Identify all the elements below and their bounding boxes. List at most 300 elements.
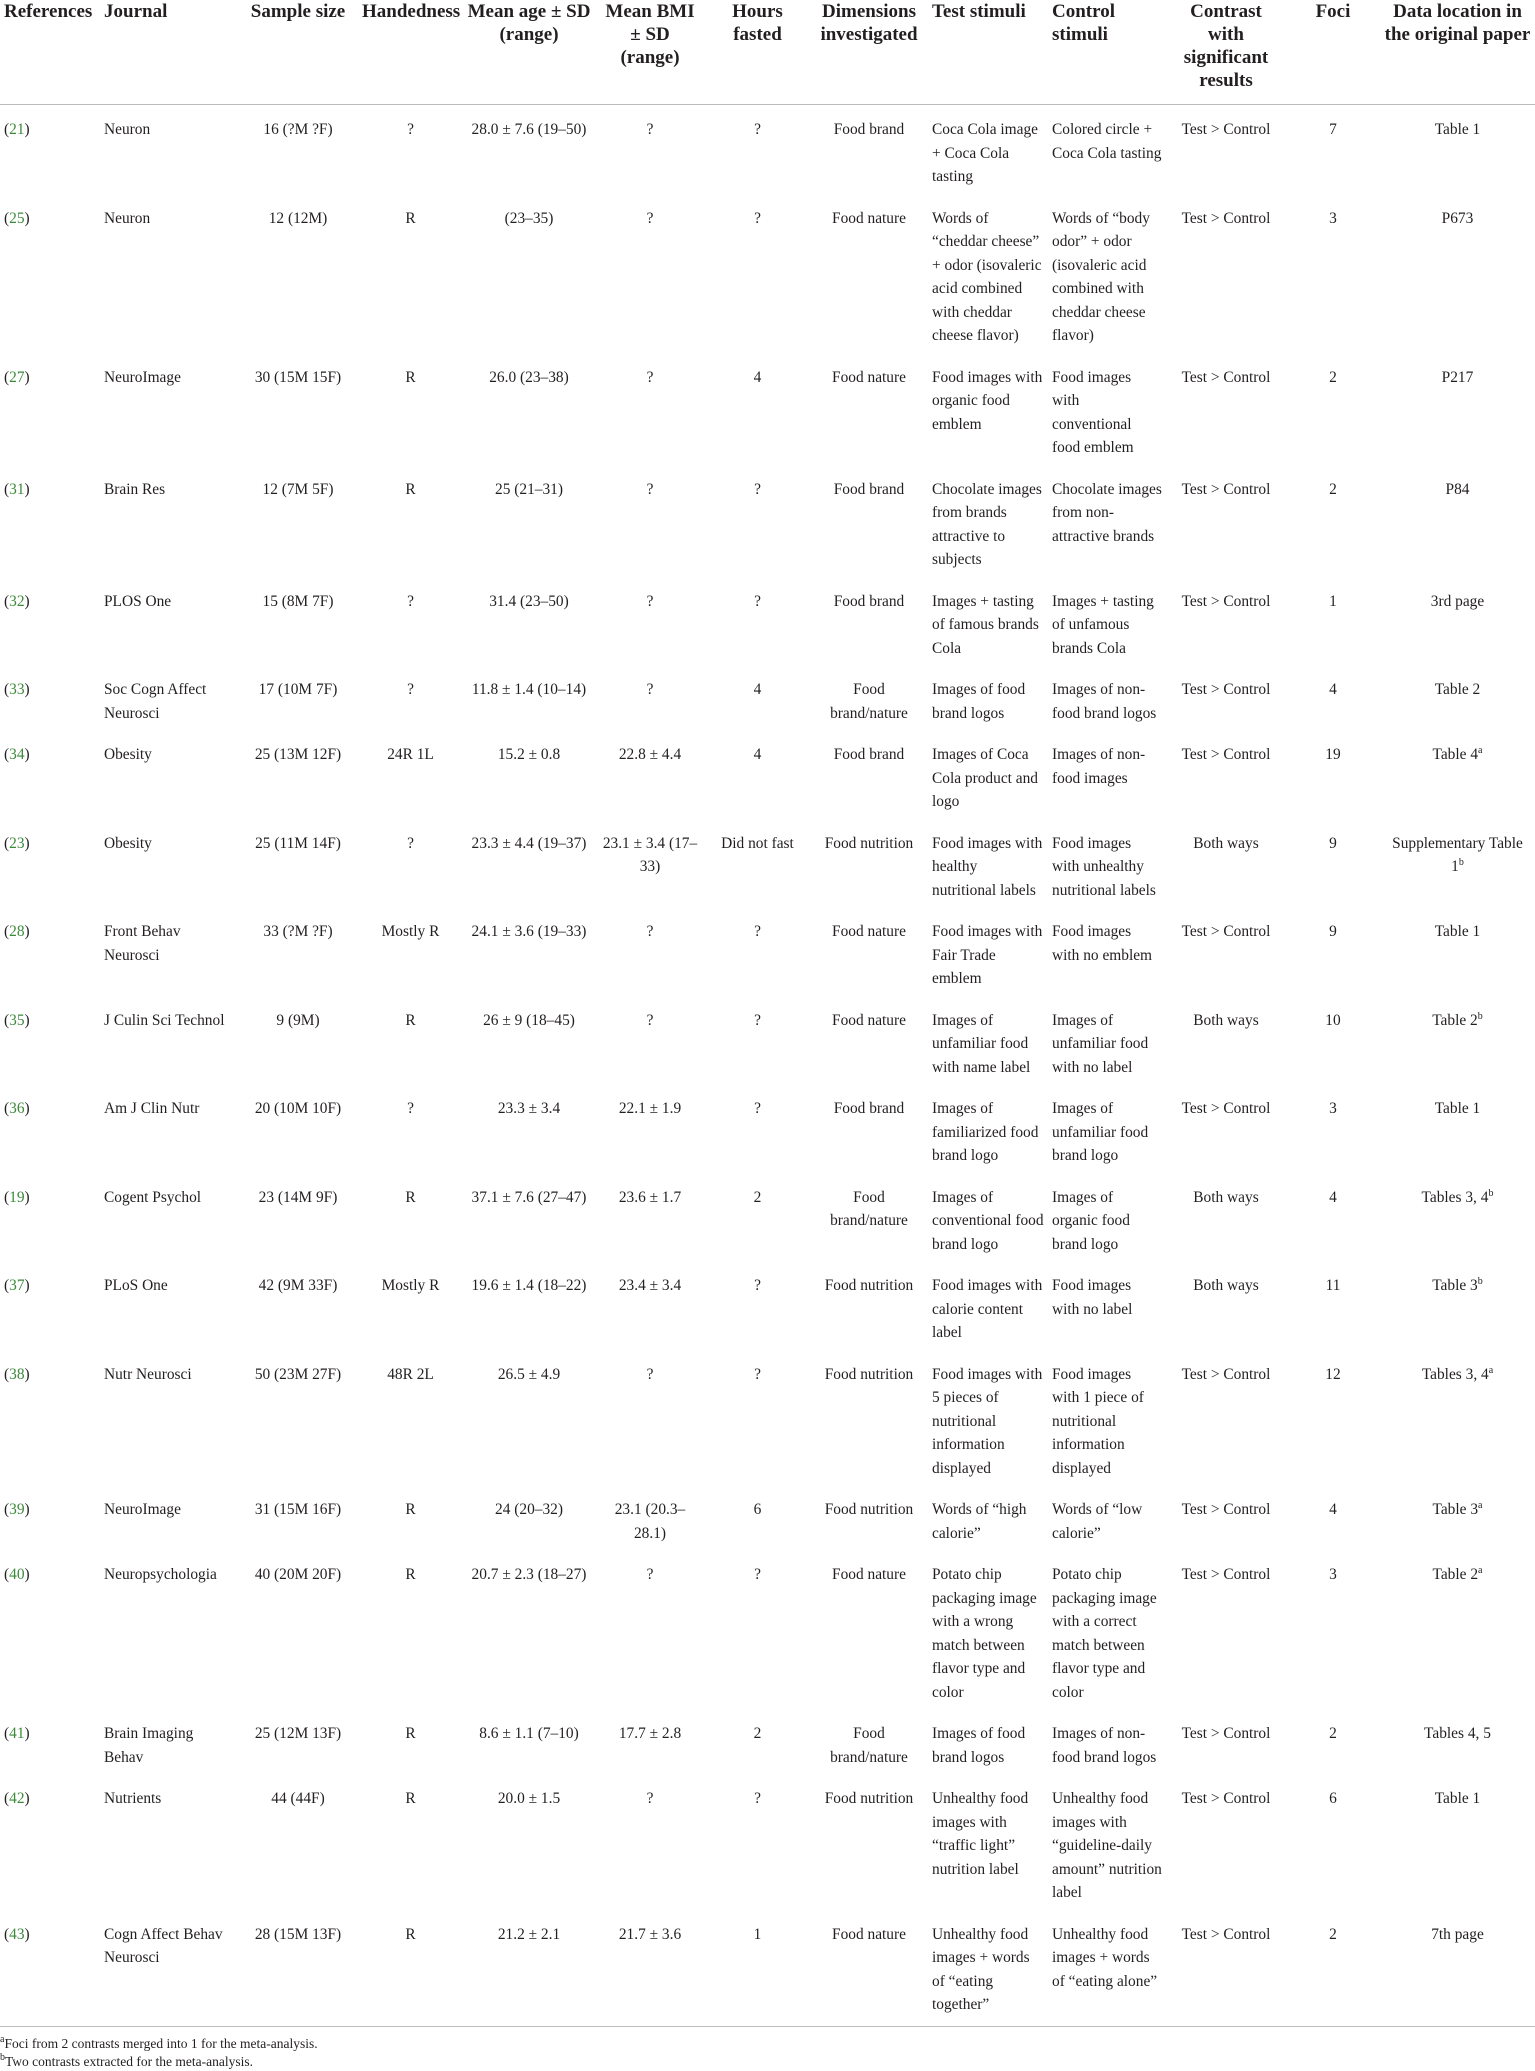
data-location-cell <box>1380 1350 1535 1486</box>
sample-size-cell-text: 23 (14M 9F) <box>258 1188 338 1206</box>
journal-cell <box>100 1350 238 1486</box>
foci-cell <box>1286 1261 1380 1350</box>
data-location-cell-text: 3rd page <box>1430 592 1485 610</box>
mean-age-cell <box>463 730 595 819</box>
column-header: References <box>0 0 100 105</box>
hours-fasted-cell <box>705 665 810 730</box>
handedness-cell <box>358 105 463 194</box>
foci-cell-text: 4 <box>1329 681 1337 698</box>
dimensions-cell-text: Food brand <box>833 121 905 138</box>
hours-fasted-cell-text: 1 <box>753 1925 762 1943</box>
handedness-cell <box>358 1261 463 1350</box>
handedness-cell <box>358 1709 463 1774</box>
data-location-cell <box>1380 1485 1535 1550</box>
footnote-mark: b <box>1488 1187 1494 1199</box>
foci-cell-text: 9 <box>1329 923 1337 940</box>
data-location-cell-text: P84 <box>1445 480 1470 498</box>
handedness-cell-text: R <box>405 1925 416 1943</box>
hours-fasted-cell-text: 4 <box>753 746 762 763</box>
control-stimuli-cell <box>1048 1084 1166 1173</box>
mean-age-cell <box>463 819 595 908</box>
dimensions-cell <box>810 665 928 730</box>
table-row <box>0 1084 1535 1173</box>
journal-cell <box>100 996 238 1085</box>
reference-cell: (38) <box>4 1365 30 1383</box>
journal-cell <box>100 465 238 577</box>
data-location-cell-text: Table 2 <box>1434 681 1481 698</box>
column-header: Test stimuli <box>928 0 1048 105</box>
test-stimuli-cell <box>928 105 1048 194</box>
dimensions-cell-text: Food brand/nature <box>830 1725 908 1766</box>
data-location-cell <box>1380 665 1535 730</box>
test-stimuli-cell-text: Chocolate images from brands attractive to subjects <box>932 480 1042 568</box>
foci-cell <box>1286 1910 1380 2027</box>
contrast-cell-text: Both ways <box>1193 1277 1259 1294</box>
mean-age-cell <box>463 1485 595 1550</box>
foci-cell-text: 11 <box>1325 1277 1341 1294</box>
reference-link[interactable]: 19 <box>9 1188 25 1206</box>
sample-size-cell-text: 40 (20M 20F) <box>254 1566 342 1583</box>
dimensions-cell <box>810 996 928 1085</box>
mean-bmi-cell-text: ? <box>646 1566 654 1583</box>
contrast-cell <box>1166 1084 1286 1173</box>
reference-link[interactable]: 27 <box>9 368 25 386</box>
column-header: Mean BMI ± SD (range) <box>595 0 705 105</box>
dimensions-cell <box>810 194 928 353</box>
reference-cell: (32) <box>4 592 30 610</box>
journal-cell-text: J Culin Sci Technol <box>104 1011 225 1029</box>
sample-size-cell-text: 42 (9M 33F) <box>258 1277 338 1294</box>
dimensions-cell-text: Food nutrition <box>824 1790 914 1807</box>
handedness-cell-text: R <box>405 480 416 498</box>
contrast-cell-text: Both ways <box>1193 1011 1259 1029</box>
contrast-cell <box>1166 996 1286 1085</box>
contrast-cell <box>1166 1350 1286 1486</box>
control-stimuli-cell-text: Colored circle + Coca Cola tasting <box>1052 121 1162 162</box>
control-stimuli-cell <box>1048 996 1166 1085</box>
dimensions-cell <box>810 577 928 666</box>
journal-cell-text: Brain Imaging Behav <box>104 1725 194 1766</box>
hours-fasted-cell-text: 2 <box>753 1188 762 1206</box>
table-row <box>0 465 1535 577</box>
contrast-cell <box>1166 353 1286 465</box>
control-stimuli-cell-text: Images of unfamiliar food with no label <box>1052 1011 1149 1076</box>
control-stimuli-cell <box>1048 1910 1166 2027</box>
contrast-cell-text: Test > Control <box>1181 368 1271 386</box>
mean-age-cell <box>463 577 595 666</box>
hours-fasted-cell <box>705 1550 810 1709</box>
hours-fasted-cell-text: ? <box>754 1365 761 1383</box>
mean-bmi-cell-text: ? <box>646 681 654 698</box>
hours-fasted-cell <box>705 1084 810 1173</box>
reference-cell: (27) <box>4 368 30 386</box>
journal-cell-text: Cogn Affect Behav Neurosci <box>104 1925 223 1966</box>
test-stimuli-cell-text: Food images with healthy nutritional labels <box>932 834 1043 899</box>
sample-size-cell <box>238 1550 358 1709</box>
data-location-cell-text: Table 1 <box>1434 1100 1481 1117</box>
hours-fasted-cell <box>705 1910 810 2027</box>
journal-cell-text: Nutrients <box>104 1790 162 1807</box>
handedness-cell-text: ? <box>407 1100 414 1117</box>
mean-bmi-cell-text: ? <box>646 1011 654 1029</box>
handedness-cell-text: R <box>405 1501 416 1518</box>
handedness-cell-text: R <box>405 1188 416 1206</box>
footnote-mark: b <box>0 2051 5 2063</box>
data-location-cell <box>1380 194 1535 353</box>
contrast-cell <box>1166 1774 1286 1910</box>
control-stimuli-cell-text: Chocolate images from non-attractive brands <box>1052 480 1162 545</box>
footnote-mark: b <box>1477 1010 1483 1022</box>
data-location-cell <box>1380 730 1535 819</box>
contrast-cell-text: Both ways <box>1193 1188 1259 1206</box>
foci-cell <box>1286 1084 1380 1173</box>
sample-size-cell <box>238 1774 358 1910</box>
reference-link[interactable]: 38 <box>9 1365 25 1383</box>
mean-bmi-cell-text: 22.8 ± 4.4 <box>618 746 682 763</box>
column-header: Mean age ± SD (range) <box>463 0 595 105</box>
control-stimuli-cell <box>1048 1485 1166 1550</box>
data-location-cell <box>1380 819 1535 908</box>
mean-age-cell <box>463 1350 595 1486</box>
reference-link[interactable]: 31 <box>9 480 25 498</box>
control-stimuli-cell-text: Food images with no emblem <box>1052 923 1153 964</box>
journal-cell-text: Neuron <box>104 209 151 227</box>
sample-size-cell-text: 30 (15M 15F) <box>254 368 342 386</box>
mean-bmi-cell-text: ? <box>646 1790 654 1807</box>
footnote-b <box>0 2053 1535 2071</box>
dimensions-cell <box>810 1350 928 1486</box>
control-stimuli-cell <box>1048 1173 1166 1262</box>
journal-cell-text: NeuroImage <box>104 368 181 386</box>
reference-link[interactable]: 35 <box>9 1011 25 1029</box>
handedness-cell <box>358 1350 463 1486</box>
dimensions-cell <box>810 1485 928 1550</box>
test-stimuli-cell <box>928 665 1048 730</box>
data-location-cell-text: Table 3 <box>1432 1277 1478 1294</box>
dimensions-cell-text: Food nutrition <box>824 1365 914 1383</box>
mean-age-cell-text: 23.3 ± 4.4 (19–37) <box>471 834 587 852</box>
hours-fasted-cell <box>705 353 810 465</box>
control-stimuli-cell-text: Words of “body odor” + odor (isovaleric acid combined with cheddar cheese flavor) <box>1052 209 1150 344</box>
table-row <box>0 819 1535 908</box>
foci-cell <box>1286 1550 1380 1709</box>
data-location-cell <box>1380 907 1535 996</box>
handedness-cell <box>358 730 463 819</box>
sample-size-cell-text: 16 (?M ?F) <box>263 121 333 138</box>
handedness-cell <box>358 577 463 666</box>
journal-cell <box>100 1485 238 1550</box>
handedness-cell <box>358 1485 463 1550</box>
data-location-cell <box>1380 465 1535 577</box>
reference-link[interactable]: 43 <box>9 1925 25 1943</box>
mean-bmi-cell <box>595 194 705 353</box>
foci-cell <box>1286 1709 1380 1774</box>
test-stimuli-cell <box>928 1910 1048 2027</box>
reference-cell: (39) <box>4 1501 30 1518</box>
test-stimuli-cell <box>928 1084 1048 1173</box>
journal-cell-text: Soc Cogn Affect Neurosci <box>104 681 207 722</box>
mean-bmi-cell <box>595 1084 705 1173</box>
foci-cell <box>1286 1350 1380 1486</box>
dimensions-cell-text: Food brand/nature <box>830 1188 908 1229</box>
contrast-cell-text: Test > Control <box>1181 681 1271 698</box>
reference-link[interactable]: 40 <box>9 1566 25 1583</box>
journal-cell <box>100 819 238 908</box>
journal-cell <box>100 665 238 730</box>
test-stimuli-cell-text: Images of food brand logos <box>932 681 1026 722</box>
sample-size-cell-text: 15 (8M 7F) <box>262 592 334 610</box>
sample-size-cell <box>238 819 358 908</box>
contrast-cell <box>1166 907 1286 996</box>
journal-cell-text: Neuron <box>104 121 151 138</box>
dimensions-cell <box>810 465 928 577</box>
dimensions-cell-text: Food brand/nature <box>830 681 908 722</box>
dimensions-cell <box>810 1709 928 1774</box>
test-stimuli-cell <box>928 1350 1048 1486</box>
reference-cell: (33) <box>4 681 30 698</box>
sample-size-cell-text: 17 (10M 7F) <box>258 681 338 698</box>
contrast-cell <box>1166 1261 1286 1350</box>
table-row <box>0 1774 1535 1910</box>
contrast-cell-text: Test > Control <box>1181 592 1271 610</box>
handedness-cell-text: ? <box>407 592 414 610</box>
handedness-cell-text: R <box>405 1566 416 1583</box>
sample-size-cell <box>238 1084 358 1173</box>
hours-fasted-cell <box>705 1261 810 1350</box>
table-row <box>0 1173 1535 1262</box>
mean-bmi-cell-text: ? <box>646 1365 654 1383</box>
column-header: Handedness <box>358 0 463 105</box>
mean-age-cell <box>463 465 595 577</box>
contrast-cell-text: Test > Control <box>1181 1566 1271 1583</box>
reference-link[interactable]: 36 <box>9 1100 25 1117</box>
mean-age-cell <box>463 1261 595 1350</box>
test-stimuli-cell-text: Images of food brand logos <box>932 1725 1026 1766</box>
hours-fasted-cell-text: ? <box>754 121 761 138</box>
mean-age-cell-text: 19.6 ± 1.4 (18–22) <box>471 1277 587 1294</box>
reference-link[interactable]: 37 <box>9 1277 25 1294</box>
data-location-cell-text: Table 3 <box>1432 1501 1479 1518</box>
mean-bmi-cell <box>595 819 705 908</box>
hours-fasted-cell-text: ? <box>754 592 761 610</box>
mean-bmi-cell-text: 23.4 ± 3.4 <box>618 1277 682 1294</box>
mean-age-cell-text: 26.5 ± 4.9 <box>497 1365 561 1383</box>
reference-cell: (42) <box>4 1790 30 1807</box>
mean-age-cell <box>463 1550 595 1709</box>
mean-age-cell-text: 11.8 ± 1.4 (10–14) <box>471 681 587 698</box>
handedness-cell <box>358 1173 463 1262</box>
dimensions-cell-text: Food brand <box>833 480 905 498</box>
hours-fasted-cell-text: 2 <box>753 1725 762 1742</box>
foci-cell <box>1286 996 1380 1085</box>
hours-fasted-cell <box>705 907 810 996</box>
data-location-cell <box>1380 1709 1535 1774</box>
data-location-cell-text: P673 <box>1441 209 1474 227</box>
mean-bmi-cell <box>595 907 705 996</box>
test-stimuli-cell <box>928 1485 1048 1550</box>
mean-age-cell <box>463 907 595 996</box>
sample-size-cell <box>238 1173 358 1262</box>
handedness-cell-text: R <box>405 368 416 386</box>
test-stimuli-cell-text: Images of unfamiliar food with name label <box>932 1011 1031 1076</box>
control-stimuli-cell <box>1048 730 1166 819</box>
reference-link[interactable]: 39 <box>9 1501 25 1518</box>
mean-age-cell <box>463 1173 595 1262</box>
dimensions-cell-text: Food nature <box>832 368 906 386</box>
handedness-cell-text: 48R 2L <box>387 1365 434 1383</box>
mean-age-cell-text: 25 (21–31) <box>495 480 563 498</box>
sample-size-cell-text: 25 (12M 13F) <box>254 1725 342 1742</box>
reference-cell: (28) <box>4 923 30 940</box>
control-stimuli-cell-text: Images + tasting of unfamous brands Cola <box>1052 592 1154 657</box>
data-location-cell-text: Tables 4, 5 <box>1424 1725 1491 1742</box>
journal-cell-text: Brain Res <box>104 480 166 498</box>
handedness-cell <box>358 996 463 1085</box>
reference-link[interactable]: 21 <box>9 121 25 138</box>
handedness-cell <box>358 353 463 465</box>
mean-age-cell-text: 23.3 ± 3.4 <box>497 1100 561 1117</box>
test-stimuli-cell-text: Food images with 5 pieces of nutritional information displayed <box>932 1365 1043 1477</box>
foci-cell-text: 2 <box>1329 1925 1337 1943</box>
data-location-cell-text: 7th page <box>1431 1925 1484 1943</box>
sample-size-cell-text: 12 (7M 5F) <box>262 480 334 498</box>
footnote-mark: a <box>1478 1500 1483 1511</box>
reference-cell: (36) <box>4 1100 30 1117</box>
test-stimuli-cell <box>928 907 1048 996</box>
mean-age-cell-text: 24 (20–32) <box>495 1501 563 1518</box>
data-location-cell <box>1380 1084 1535 1173</box>
dimensions-cell-text: Food brand <box>833 1100 905 1117</box>
reference-cell: (31) <box>4 480 30 498</box>
journal-cell <box>100 105 238 194</box>
control-stimuli-cell-text: Food images with unhealthy nutritional labels <box>1052 834 1156 899</box>
reference-link[interactable]: 33 <box>9 681 25 698</box>
footnote-text: Foci from 2 contrasts merged into 1 for the meta-analysis. <box>4 2035 318 2051</box>
hours-fasted-cell <box>705 1173 810 1262</box>
mean-bmi-cell <box>595 1550 705 1709</box>
mean-bmi-cell-text: ? <box>646 368 654 386</box>
hours-fasted-cell <box>705 577 810 666</box>
mean-bmi-cell <box>595 1485 705 1550</box>
mean-age-cell-text: 20.0 ± 1.5 <box>497 1790 561 1807</box>
journal-cell <box>100 1709 238 1774</box>
table-row <box>0 1350 1535 1486</box>
journal-cell-text: Cogent Psychol <box>104 1188 202 1206</box>
mean-age-cell-text: 26 ± 9 (18–45) <box>483 1011 575 1029</box>
dimensions-cell <box>810 1774 928 1910</box>
reference-link[interactable]: 42 <box>9 1790 25 1807</box>
foci-cell-text: 7 <box>1329 121 1337 138</box>
test-stimuli-cell <box>928 1173 1048 1262</box>
data-location-cell-text: Table 2 <box>1432 1011 1478 1029</box>
data-location-cell <box>1380 996 1535 1085</box>
test-stimuli-cell-text: Images of Coca Cola product and logo <box>932 746 1038 810</box>
journal-cell-text: Am J Clin Nutr <box>104 1100 200 1117</box>
data-location-cell-text: Tables 3, 4 <box>1421 1188 1489 1206</box>
journal-cell-text: Obesity <box>104 834 152 852</box>
journal-cell <box>100 1910 238 2027</box>
journal-cell <box>100 577 238 666</box>
reference-link[interactable]: 28 <box>9 923 25 940</box>
handedness-cell-text: R <box>405 1790 416 1807</box>
reference-link[interactable]: 34 <box>9 746 25 763</box>
reference-link[interactable]: 41 <box>9 1725 25 1742</box>
data-location-cell-text: Table 1 <box>1434 121 1481 138</box>
control-stimuli-cell <box>1048 353 1166 465</box>
foci-cell <box>1286 730 1380 819</box>
mean-bmi-cell <box>595 1173 705 1262</box>
mean-bmi-cell <box>595 665 705 730</box>
handedness-cell-text: ? <box>407 681 414 698</box>
mean-bmi-cell <box>595 577 705 666</box>
reference-link[interactable]: 25 <box>9 209 25 227</box>
footnote-mark: a <box>0 2033 5 2045</box>
reference-cell: (40) <box>4 1566 30 1583</box>
reference-cell: (43) <box>0 1910 100 2027</box>
test-stimuli-cell-text: Images of conventional food brand logo <box>932 1188 1044 1253</box>
mean-bmi-cell <box>595 996 705 1085</box>
test-stimuli-cell <box>928 730 1048 819</box>
foci-cell-text: 2 <box>1329 368 1337 386</box>
reference-link[interactable]: 23 <box>9 834 25 852</box>
table-row <box>0 353 1535 465</box>
mean-bmi-cell <box>595 1910 705 2027</box>
foci-cell-text: 2 <box>1329 1725 1337 1742</box>
data-location-cell-text: P217 <box>1441 368 1474 386</box>
contrast-cell-text: Test > Control <box>1181 1501 1271 1518</box>
foci-cell-text: 1 <box>1329 592 1337 610</box>
control-stimuli-cell <box>1048 577 1166 666</box>
mean-bmi-cell-text: 21.7 ± 3.6 <box>618 1925 682 1943</box>
contrast-cell-text: Both ways <box>1193 834 1259 852</box>
mean-bmi-cell-text: ? <box>646 923 654 940</box>
journal-cell-text: PLoS One <box>104 1277 168 1294</box>
hours-fasted-cell-text: ? <box>754 1566 761 1583</box>
reference-link[interactable]: 32 <box>9 592 25 610</box>
footnote-mark: b <box>1477 1276 1483 1287</box>
column-header: Control stimuli <box>1048 0 1166 105</box>
foci-cell-text: 3 <box>1329 1100 1337 1117</box>
mean-bmi-cell <box>595 353 705 465</box>
journal-cell <box>100 730 238 819</box>
dimensions-cell <box>810 730 928 819</box>
foci-cell-text: 12 <box>1325 1365 1341 1383</box>
footnote-mark: a <box>1478 745 1483 756</box>
footnote-mark: a <box>1478 1565 1483 1576</box>
control-stimuli-cell-text: Food images with 1 piece of nutritional information displayed <box>1052 1365 1144 1477</box>
handedness-cell-text: R <box>405 209 416 227</box>
handedness-cell <box>358 1774 463 1910</box>
table-row <box>0 105 1535 194</box>
dimensions-cell-text: Food nature <box>832 209 906 227</box>
hours-fasted-cell <box>705 1485 810 1550</box>
test-stimuli-cell-text: Words of “high calorie” <box>932 1501 1027 1542</box>
contrast-cell-text: Test > Control <box>1181 1365 1271 1383</box>
table-row <box>0 996 1535 1085</box>
test-stimuli-cell <box>928 996 1048 1085</box>
sample-size-cell-text: 50 (23M 27F) <box>254 1365 342 1383</box>
handedness-cell <box>358 907 463 996</box>
control-stimuli-cell-text: Unhealthy food images with “guideline-daily amount” nutrition label <box>1052 1790 1162 1901</box>
control-stimuli-cell-text: Food images with conventional food emblem <box>1052 368 1134 456</box>
mean-age-cell <box>463 996 595 1085</box>
contrast-cell-text: Test > Control <box>1181 209 1271 227</box>
contrast-cell-text: Test > Control <box>1181 480 1271 498</box>
hours-fasted-cell-text: ? <box>754 1277 761 1294</box>
hours-fasted-cell <box>705 730 810 819</box>
data-location-cell-text: Tables 3, 4 <box>1421 1365 1489 1383</box>
table-row <box>0 730 1535 819</box>
